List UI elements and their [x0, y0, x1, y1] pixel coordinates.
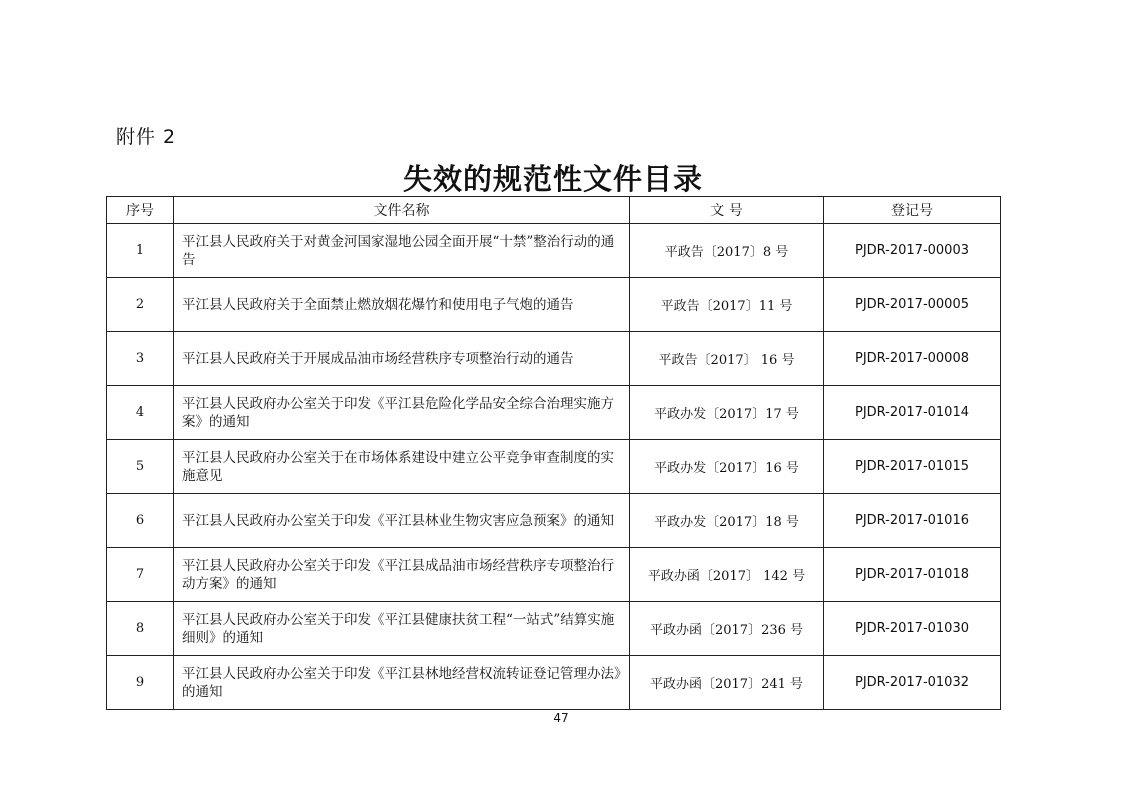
- row-index: 9: [107, 656, 174, 710]
- table-row: [107, 548, 1001, 602]
- row-doc-number: 平政办发〔2017〕18 号: [630, 494, 824, 548]
- row-registration-number: PJDR-2017-01032: [824, 656, 1001, 710]
- table-header-row: [107, 197, 1001, 224]
- table-row: [107, 656, 1001, 710]
- row-index: 7: [107, 548, 174, 602]
- row-registration-number: PJDR-2017-01015: [824, 440, 1001, 494]
- table-row: [107, 278, 1001, 332]
- row-index: 3: [107, 332, 174, 386]
- row-file-name: 平江县人民政府关于全面禁止燃放烟花爆竹和使用电子气炮的通告: [174, 278, 630, 332]
- header-doc-number: 文 号: [630, 197, 824, 224]
- row-doc-number: 平政告〔2017〕8 号: [630, 224, 824, 278]
- header-index: 序号: [107, 197, 174, 224]
- header-file-name: 文件名称: [174, 197, 630, 224]
- row-registration-number: PJDR-2017-01016: [824, 494, 1001, 548]
- table-row: [107, 332, 1001, 386]
- row-file-name: 平江县人民政府办公室关于印发《平江县林地经营权流转证登记管理办法》的通知: [174, 656, 630, 710]
- document-title: 失效的规范性文件目录: [402, 162, 703, 196]
- row-registration-number: PJDR-2017-01030: [824, 602, 1001, 656]
- row-index: 2: [107, 278, 174, 332]
- row-doc-number: 平政办函〔2017〕241 号: [630, 656, 824, 710]
- row-file-name: 平江县人民政府关于对黄金河国家湿地公园全面开展“十禁”整治行动的通告: [174, 224, 630, 278]
- row-index: 6: [107, 494, 174, 548]
- header-registration-number: 登记号: [824, 197, 1001, 224]
- row-doc-number: 平政告〔2017〕11 号: [630, 278, 824, 332]
- page-number: 47: [553, 711, 569, 725]
- row-file-name: 平江县人民政府办公室关于印发《平江县成品油市场经营秩序专项整治行动方案》的通知: [174, 548, 630, 602]
- attachment-label: 附件 2: [116, 126, 177, 148]
- row-index: 5: [107, 440, 174, 494]
- row-file-name: 平江县人民政府办公室关于印发《平江县健康扶贫工程“一站式”结算实施细则》的通知: [174, 602, 630, 656]
- row-index: 8: [107, 602, 174, 656]
- row-file-name: 平江县人民政府办公室关于在市场体系建设中建立公平竞争审查制度的实施意见: [174, 440, 630, 494]
- row-file-name: 平江县人民政府办公室关于印发《平江县危险化学品安全综合治理实施方案》的通知: [174, 386, 630, 440]
- row-index: 4: [107, 386, 174, 440]
- row-registration-number: PJDR-2017-01018: [824, 548, 1001, 602]
- row-doc-number: 平政告〔2017〕 16 号: [630, 332, 824, 386]
- row-registration-number: PJDR-2017-00008: [824, 332, 1001, 386]
- row-index: 1: [107, 224, 174, 278]
- row-registration-number: PJDR-2017-00003: [824, 224, 1001, 278]
- table-row: [107, 224, 1001, 278]
- row-doc-number: 平政办函〔2017〕 142 号: [630, 548, 824, 602]
- row-doc-number: 平政办发〔2017〕16 号: [630, 440, 824, 494]
- row-doc-number: 平政办发〔2017〕17 号: [630, 386, 824, 440]
- row-registration-number: PJDR-2017-00005: [824, 278, 1001, 332]
- row-file-name: 平江县人民政府关于开展成品油市场经营秩序专项整治行动的通告: [174, 332, 630, 386]
- row-doc-number: 平政办函〔2017〕236 号: [630, 602, 824, 656]
- table-row: [107, 440, 1001, 494]
- table-row: [107, 494, 1001, 548]
- table-row: [107, 386, 1001, 440]
- row-registration-number: PJDR-2017-01014: [824, 386, 1001, 440]
- row-file-name: 平江县人民政府办公室关于印发《平江县林业生物灾害应急预案》的通知: [174, 494, 630, 548]
- table-row: [107, 602, 1001, 656]
- document-table: [106, 196, 1001, 710]
